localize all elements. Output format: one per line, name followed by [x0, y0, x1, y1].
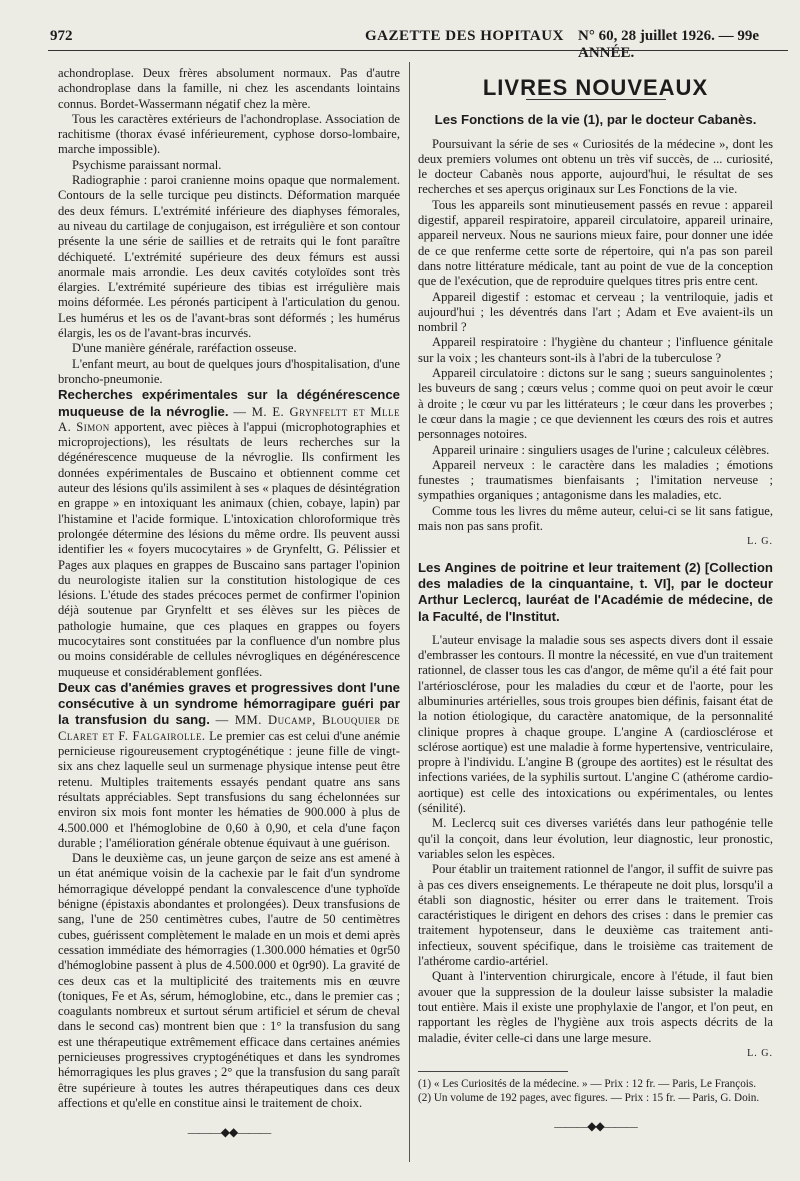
- column-divider: [409, 62, 410, 1162]
- paragraph: Appareil digestif : estomac et cerveau ; la ventriloquie, jadis et aujourd'hui ; les déventrés dans l'art ; Adam et Eve avaient-ils un nombril ?: [418, 289, 773, 335]
- paragraph: Radiographie : paroi cranienne moins opaque que normalement. Contours de la selle turcique peu distincts. Déformation marquée des deux fémurs. L'extrémité inférieure des diaphyses fémorales, au niveau du cartilage de conjugaison, est irrégulière et son contour présente la une série de saillies et de retraits qui le font paraître déchiqueté. L'extrémité supérieure des deux fémurs est aussi anormale mais arrondie. Les deux cavités cotyloïdes sont très élargies. L'extrémité supérieure des tibias est irrégulière mais moins déformée. Les péronés participent à l'articulation du genou. Les humérus et les os de l'avant-bras sont déformés ; les humérus élargis, les os de l'avant-bras incurvés.: [58, 173, 400, 341]
- page-number: 972: [50, 28, 73, 44]
- journal-title: GAZETTE DES HOPITAUX: [365, 28, 564, 44]
- article-body: Le premier cas est celui d'une anémie pernicieuse rigoureusement cryptogénétique : jeune fille de vingt-six ans chez laquelle seul un surmenage physique intense peut être retenu. Multiples traitements essayés pendant quatre ans sans résultats appréciables. Sept transfusions du sang échelonnées sur environ six mois font monter les hématies de 900.000 à plus de 4.500.000 et l'hémoglobine de 0,60 à 0,90, et cela d'une façon durable ; l'amélioration générale obtenue équivaut à une guérison.: [58, 728, 400, 850]
- paragraph: Quant à l'intervention chirurgicale, encore à l'étude, il faut bien avouer que la suppression de la douleur laisse subsister la maladie tout entière. Mais il existe une prophylaxie de l'angor, et l'on peut, en rapportant les règles de l'hygiène aux trois aspects décrits de la maladie, éviter celle-ci dans une large mesure.: [418, 969, 773, 1045]
- paragraph: Appareil urinaire : singuliers usages de l'urine ; calculeux célèbres.: [432, 442, 770, 457]
- end-ornament: ———◆◆———: [554, 1119, 637, 1134]
- paragraph: achondroplase. Deux frères absolument normaux. Pas d'autre achondroplase dans la famille, ni chez les ascendants lointains connus. Bordet-Wassermann négatif chez la mère.: [58, 66, 400, 111]
- paragraph: Psychisme paraissant normal.: [72, 157, 222, 172]
- footnote: (2) Un volume de 192 pages, avec figures. — Prix : 15 fr. — Paris, G. Doin.: [418, 1091, 760, 1104]
- paragraph: Appareil circulatoire : dictons sur le sang ; sueurs sanguinolentes ; les buveurs de sang ; cœurs velus ; comme quoi on peut avoir le cœur à droite ; le cœur vu par les littérateurs ; le cœur dans les proverbes ; le cœur dans la magie ; ce que deviennent les cœurs des rois et autres personnages notoires.: [418, 366, 773, 442]
- paragraph: Comme tous les livres du même auteur, celui-ci se lit sans fatigue, mais non pas sans profit.: [418, 503, 773, 534]
- footnote: (1) « Les Curiosités de la médecine. » — Prix : 12 fr. — Paris, Le François.: [418, 1078, 757, 1091]
- right-column: [418, 75, 773, 1134]
- article-authors: — MM. Ducamp, Blouquier de Claret et F. Falgairolle.: [58, 713, 400, 743]
- header-rule: [48, 50, 788, 51]
- paragraph: L'enfant meurt, au bout de quelques jours d'hospitalisation, d'une broncho-pneumonie.: [58, 356, 400, 386]
- paragraph: Poursuivant la série de ses « Curiosités de la médecine », dont les deux premiers volumes ont obtenu un très vif succès, de ... curiosité, le docteur Cabanès nous apporte, aujourd'hui, le résultat de ses recherches et ses aperçus originaux sur Les Fonctions de la vie.: [418, 136, 773, 197]
- paragraph: Pour établir un traitement rationnel de l'angor, il suffit de suivre pas à pas ces divers enseignements. Le thérapeute ne doit plus, lorsqu'il a établi son diagnostic, hésiter ou errer dans le traitement. Trois caractéristiques le dirigent en dehors des crises : dans le premier cas traitement hypotenseur, dans le deuxième cas traitement anti-infectieux, souvent spécifique, dans le troisième cas traitement de l'athérome cardio-artériel.: [418, 862, 773, 969]
- article-recherches: [58, 387, 400, 680]
- paragraph: Dans le deuxième cas, un jeune garçon de seize ans est amené à un état anémique voisin de la cachexie par le fait d'un syndrome hémorragique développé pendant la convalescence d'une typhoïde bénigne (épistaxis abondantes et prolongées). Deux transfusions de sang, l'une de 250 centimètres cubes, l'autre de 50 centimètres cubes, guérissent complètement le malade en un mois et demi après cessation immédiate des hémorragies (1.300.000 hématies et 0gr50 d'hémoglobine passent à plus de 4.500.000 et 0gr90). La gravité de ces deux cas et la multiplicité des traitements mis en œuvre (toniques, Fe et As, sérum, hémoglobine, etc., dans le premier cas ; coagulants nombreux et surtout sérum artificiel et sérum de cheval dans le second cas) montrent bien que : 1° la transfusion du sang est une thérapeutique extrêmement efficace dans certaines anémies pernicieuses progressives cryptogénétiques et dans les syndromes hémorragiques les plus graves ; 2° que la transfusion du sang paraît être supérieure à toutes les autres thérapeutiques dans ces deux affections et qu'elle en constitue ainsi le traitement de choix.: [58, 851, 400, 1110]
- running-header: [30, 22, 790, 61]
- signature: L. G.: [747, 1047, 773, 1059]
- paragraph: Appareil respiratoire : l'hygiène du chanteur ; l'influence génitale sur la voix ; les chanteurs sont-ils à l'abri de la tuberculose ?: [418, 335, 773, 365]
- paragraph: Appareil nerveux : le caractère dans les maladies ; émotions funestes ; traumatismes bienfaisants ; l'imitation nerveuse ; sympathies organiques ; antagonisme dans les maladies, etc.: [418, 457, 773, 503]
- issue-info: N° 60, 28 juillet 1926. — 99e ANNÉE.: [578, 28, 759, 61]
- section-title: LIVRES NOUVEAUX: [482, 75, 709, 100]
- article-body: apportent, avec pièces à l'appui (microphotographies et microprojections), les résultats de leurs recherches sur la dégénérescence muqueuse de la névroglie. Ils confirment les données expérimentales de Buscaino et obtiennent comme cet auteur des lésions qu'ils assimilent à ses « plaques de désintégration en grappe » en intoxiquant les animaux (chien, cobaye, lapin) par l'histamine et l'acide formique. L'intoxication chloroformique très prolongée détermine des lésions du même ordre. Ils peuvent aussi identifier les « foyers mucocytaires » de Grynfeltt, G. Pélissier et Pages aux plaques en grappes de Buscaino sans partager l'opinion du neurologiste italien sur la constitution histologique de ces lésions. L'étude des stades précoces permet de confirmer l'opinion déjà soutenue par Grynfeltt et ses élèves sur les pièces de pathologie humaine, que ces plaques en grappes ou foyers mucocytaires sont constituées par la confluence d'un nombre plus ou moins considérable de cellules névrogliques en dégénérescence muqueuse et considérablement gonflées.: [58, 419, 400, 679]
- paragraph: Tous les appareils sont minutieusement passés en revue : appareil digestif, appareil respiratoire, appareil circulatoire, appareil urinaire, appareil nerveux. Nous ne saurions mieux faire, pour donner une idée de ce que renferme cette sorte de répertoire, qui n'a pas son pareil dans notre littérature médicale, tant au point de vue de la conception que de l'exécution, que de reproduire quelques titres pris entre cent.: [418, 197, 773, 289]
- end-ornament: ———◆◆———: [187, 1125, 271, 1140]
- article-title: Deux cas d'anémies graves et progressives dont l'une consécutive à un syndrome hémorragipare guéri par la transfusion du sang.: [58, 679, 400, 728]
- article-title: Recherches expérimentales sur la dégénérescence muqueuse de la névroglie.: [58, 387, 400, 419]
- paragraph: Tous les caractères extérieurs de l'achondroplase. Association de rachitisme (thorax évasé inférieurement, cyphose dorso-lombaire, marche impossible).: [58, 111, 400, 157]
- review-title: Les Angines de poitrine et leur traitement (2) [Collection des maladies de la cinquantaine, t. VI], par le docteur Arthur Leclercq, lauréat de l'Académie de médecine, de la Faculté, de l'Institut.: [418, 559, 773, 624]
- paragraph: L'auteur envisage la maladie sous ses aspects divers dont il essaie d'embrasser les contours. Il montre la nécessité, en vue d'un traitement rationnel, de classer tous les cas d'angor, de même qu'il a été fait pour l'artériosclérose, pour les maladies du cœur et de l'aorte, pour les albuminuries artérielles, sous trois groupes bien définis, faisant état de la notion étiologique, du caractère anatomique, de la personnalité clinique propres à chaque groupe. L'angine A (cardiosclérose et sclérose aortique) est une maladie à forme hypertensive, ventriculaire, propre à l'individu. L'angine B (groupe des aortites) est le résultat des infections variées, de la syphilis surtout. L'angine C (athérome cardio-aortique) est celle des intoxications ou expérimentales, ou lentes (sénilité).: [418, 632, 773, 816]
- footnote-rule: [418, 1071, 568, 1072]
- article-authors: — M. E. Grynfeltt et Mlle A. Simon: [58, 404, 401, 434]
- left-column: [58, 66, 400, 1140]
- review-title: Les Fonctions de la vie (1), par le docteur Cabanès.: [434, 112, 757, 128]
- paragraph: M. Leclercq suit ces diverses variétés dans leur pathogénie telle qu'il la conçoit, dans leur évolution, leur diagnostic, leur pronostic, variables selon les espèces.: [418, 816, 773, 861]
- article-anemies: [58, 680, 400, 851]
- signature: L. G.: [747, 536, 773, 548]
- paragraph: D'une manière générale, raréfaction osseuse.: [72, 341, 297, 356]
